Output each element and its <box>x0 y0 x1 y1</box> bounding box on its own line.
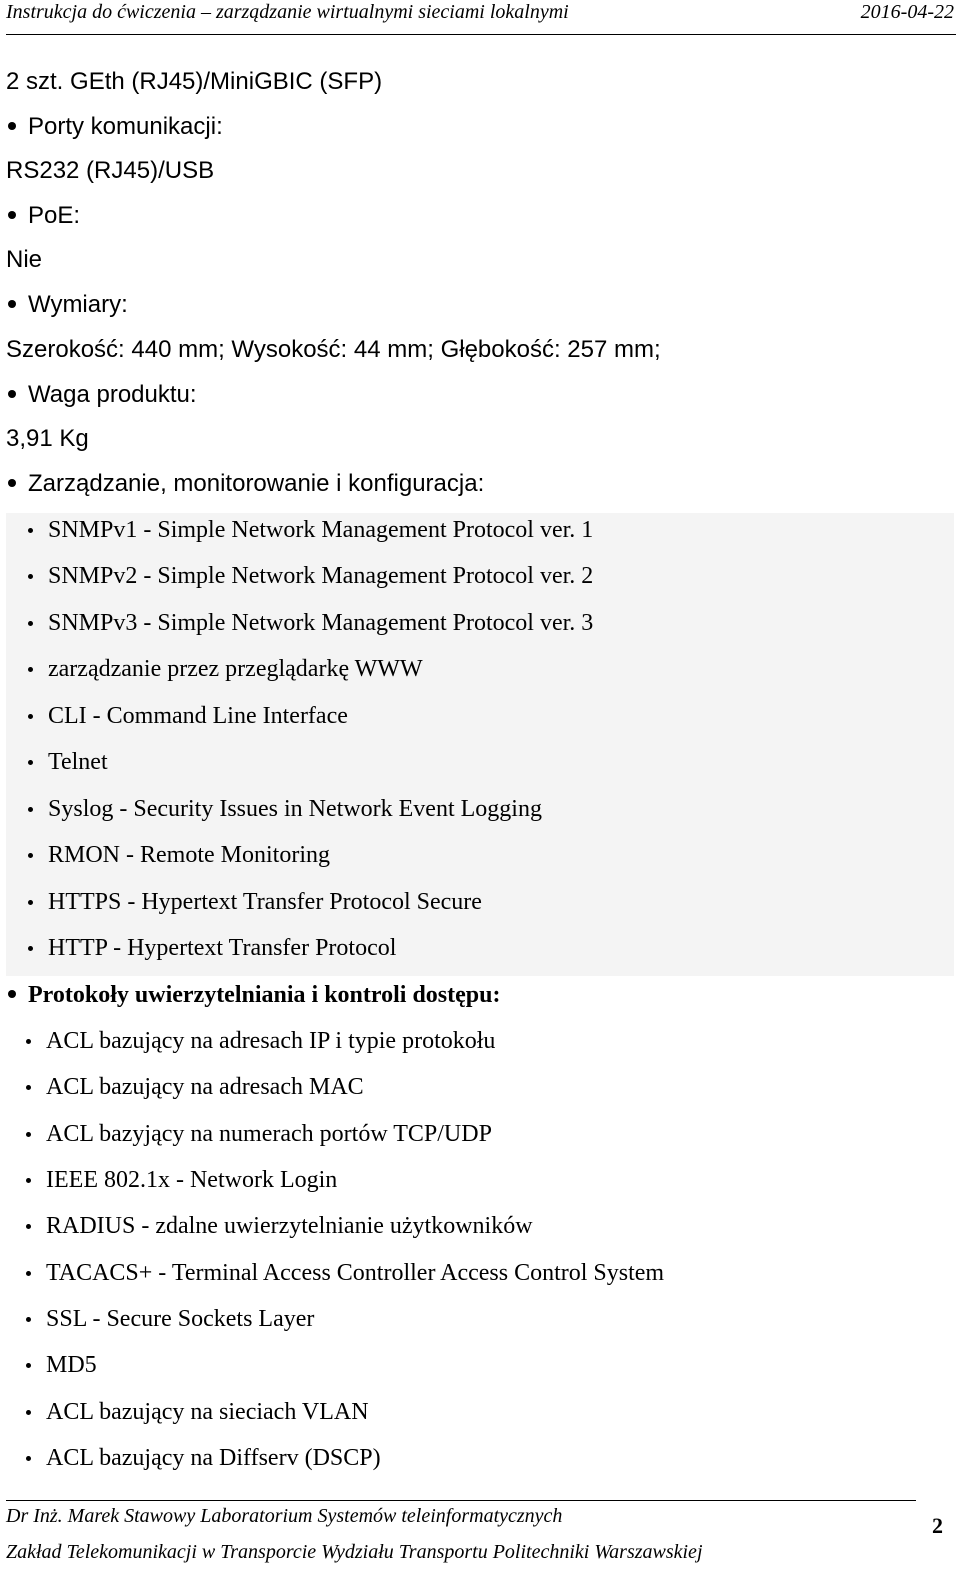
mgmt-item-text: HTTP - Hypertext Transfer Protocol <box>48 935 397 961</box>
mgmt-item-text: zarządzanie przez przeglądarkę WWW <box>48 656 423 682</box>
poe-value: Nie <box>6 246 43 273</box>
bullet-dot <box>26 1271 31 1276</box>
auth-item-text: MD5 <box>46 1352 97 1378</box>
mgmt-item-text: HTTPS - Hypertext Transfer Protocol Secure <box>48 889 482 915</box>
mgmt-item-text: SNMPv3 - Simple Network Management Protocol ver. 3 <box>48 610 594 636</box>
bullet-dot <box>28 528 33 533</box>
bullet-dot <box>26 1224 31 1229</box>
footer-department: Zakład Telekomunikacji w Transporcie Wydziału Transportu Politechniki Warszawskiej <box>6 1541 703 1563</box>
bullet-dot <box>28 760 33 765</box>
uplinks-value: 2 szt. GEth (RJ45)/MiniGBIC (SFP) <box>6 68 383 95</box>
auth-item-text: TACACS+ - Terminal Access Controller Access Control System <box>46 1260 665 1286</box>
bullet-dot <box>26 1363 31 1368</box>
mgmt-bullet <box>6 469 484 499</box>
bullet-dot <box>26 1456 31 1461</box>
document-title: Instrukcja do ćwiczenia – zarządzanie wirtualnymi sieciami lokalnymi <box>6 1 569 23</box>
auth-item-text: RADIUS - zdalne uwierzytelnianie użytkowników <box>46 1213 533 1239</box>
bullet-dot <box>28 807 33 812</box>
bullet-dot <box>8 122 16 130</box>
poe-label: PoE: <box>28 202 81 229</box>
auth-item-text: ACL bazujący na Diffserv (DSCP) <box>46 1445 381 1471</box>
auth-item-text: ACL bazujący na sieciach VLAN <box>46 1399 369 1425</box>
ports-bullet <box>6 112 223 142</box>
bullet-dot <box>28 621 33 626</box>
auth-item-text: ACL bazyjący na numerach portów TCP/UDP <box>46 1121 492 1147</box>
auth-item-text: IEEE 802.1x - Network Login <box>46 1167 338 1193</box>
ports-label: Porty komunikacji: <box>28 113 223 140</box>
mgmt-item-text: RMON - Remote Monitoring <box>48 842 330 868</box>
dims-label: Wymiary: <box>28 291 128 318</box>
bullet-dot <box>8 479 16 487</box>
bullet-dot <box>26 1410 31 1415</box>
footer-divider <box>6 1500 916 1501</box>
bullet-dot <box>8 300 16 308</box>
bullet-dot <box>8 211 16 219</box>
weight-label: Waga produktu: <box>28 381 197 408</box>
mgmt-item-text: SNMPv2 - Simple Network Management Protocol ver. 2 <box>48 563 594 589</box>
ports-value: RS232 (RJ45)/USB <box>6 157 215 184</box>
bullet-dot <box>28 900 33 905</box>
auth-label: Protokoły uwierzytelniania i kontroli dostępu: <box>28 982 501 1008</box>
bullet-dot <box>8 990 16 998</box>
bullet-dot <box>28 574 33 579</box>
footer-author: Dr Inż. Marek Stawowy Laboratorium Systemów teleinformatycznych <box>6 1505 563 1527</box>
dims-value: Szerokość: 440 mm; Wysokość: 44 mm; Głębokość: 257 mm; <box>6 336 661 363</box>
bullet-dot <box>26 1317 31 1322</box>
document-date: 2016-04-22 <box>860 1 954 23</box>
mgmt-item-text: Telnet <box>48 749 108 775</box>
bullet-dot <box>28 853 33 858</box>
bullet-dot <box>28 667 33 672</box>
page-header <box>6 0 956 35</box>
poe-bullet <box>6 201 80 231</box>
auth-item-text: ACL bazujący na adresach IP i typie protokołu <box>46 1028 496 1054</box>
bullet-dot <box>26 1132 31 1137</box>
bullet-dot <box>28 714 33 719</box>
auth-item-text: SSL - Secure Sockets Layer <box>46 1306 315 1332</box>
weight-value: 3,91 Kg <box>6 425 89 452</box>
page-number: 2 <box>932 1513 943 1538</box>
mgmt-item-text: SNMPv1 - Simple Network Management Protocol ver. 1 <box>48 517 594 543</box>
weight-bullet <box>6 380 197 410</box>
bullet-dot <box>26 1178 31 1183</box>
auth-item-text: ACL bazujący na adresach MAC <box>46 1074 364 1100</box>
bullet-dot <box>8 390 16 398</box>
mgmt-item-text: Syslog - Security Issues in Network Event Logging <box>48 796 542 822</box>
mgmt-item-text: CLI - Command Line Interface <box>48 703 348 729</box>
mgmt-label: Zarządzanie, monitorowanie i konfiguracja: <box>28 470 485 497</box>
auth-bullet <box>6 980 500 1010</box>
bullet-dot <box>26 1039 31 1044</box>
bullet-dot <box>26 1085 31 1090</box>
bullet-dot <box>28 946 33 951</box>
dims-bullet <box>6 290 128 320</box>
